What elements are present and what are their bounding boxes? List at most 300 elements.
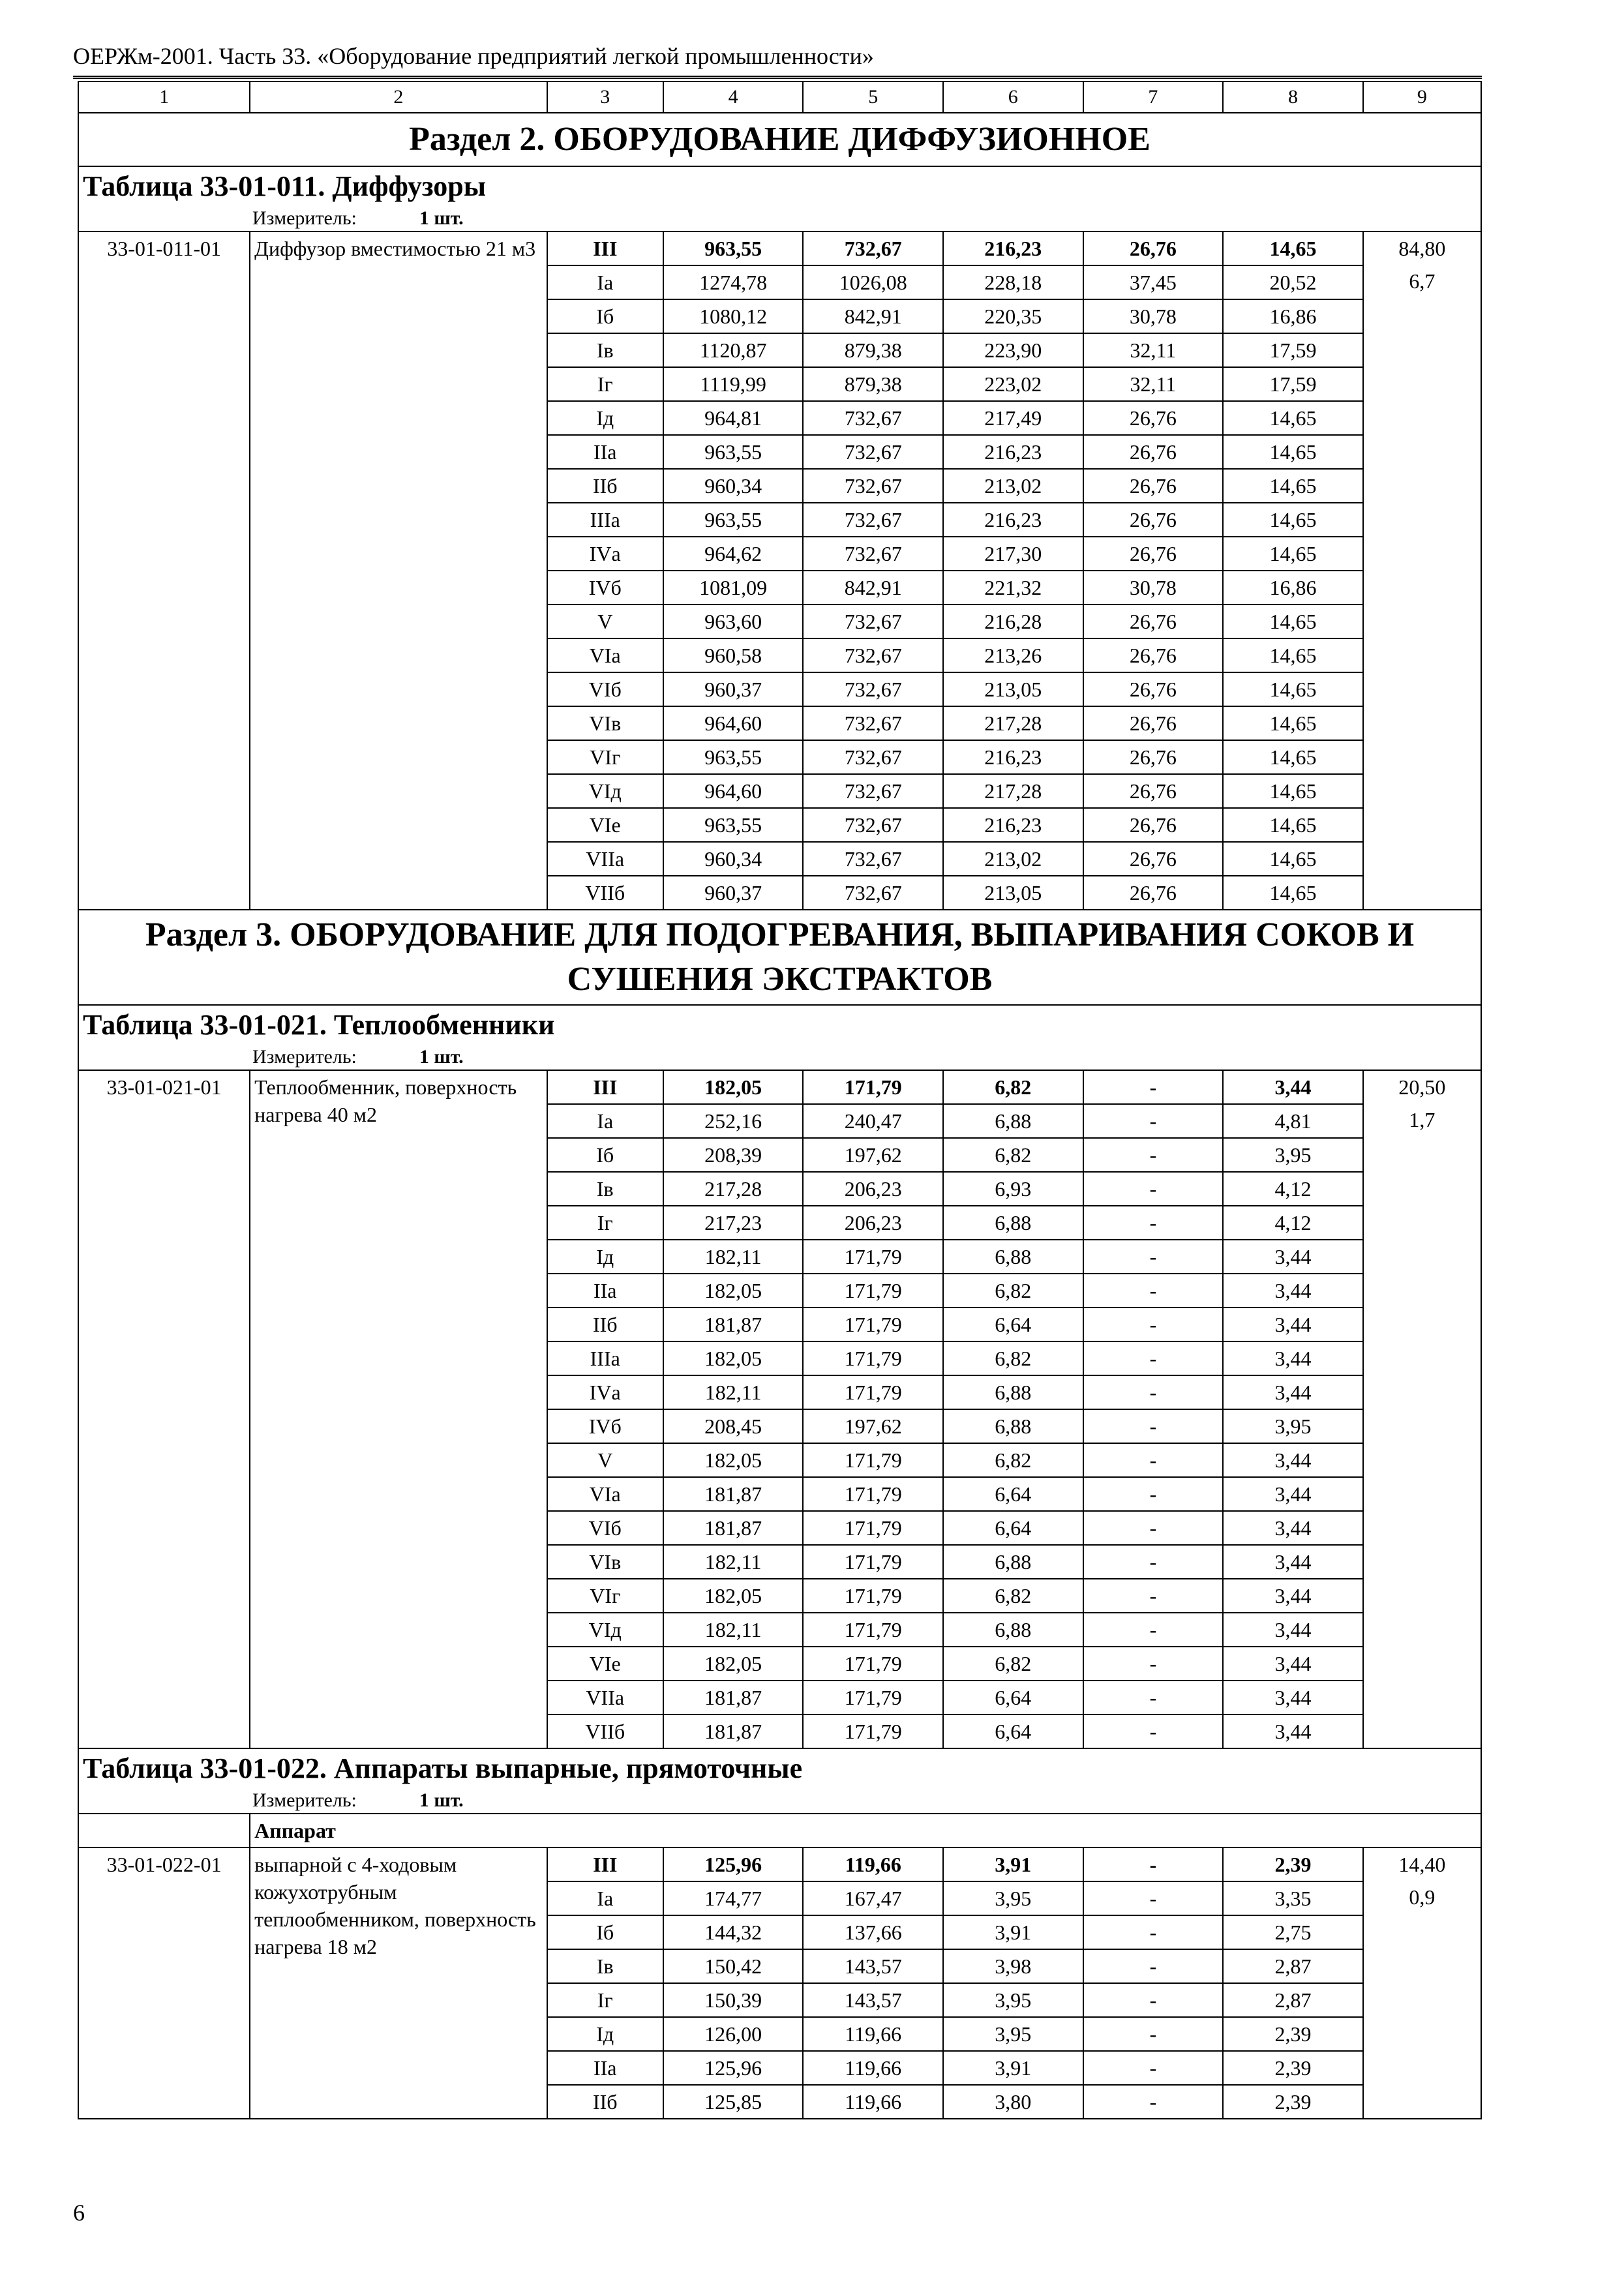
cell-col-6: 216,23	[943, 740, 1083, 774]
cell-col-5: 171,79	[803, 1477, 943, 1511]
cell-col-5: 206,23	[803, 1172, 943, 1206]
cell-col-5: 171,79	[803, 1647, 943, 1681]
cell-col-4: 1119,99	[663, 367, 804, 401]
cell-col-8: 20,52	[1223, 265, 1363, 299]
cell-col-5: 171,79	[803, 1274, 943, 1308]
cell-col-8: 3,44	[1223, 1240, 1363, 1274]
table-33-01-022-title: Таблица 33-01-022. Аппараты выпарные, прямоточные	[78, 1748, 1481, 1788]
cell-col-8: 3,44	[1223, 1341, 1363, 1375]
cell-col-8: 3,95	[1223, 1138, 1363, 1172]
cell-col-4: 182,11	[663, 1375, 804, 1409]
cell-col-7: -	[1083, 1613, 1224, 1647]
cell-col-5: 206,23	[803, 1206, 943, 1240]
cell-col-7: 26,76	[1083, 605, 1224, 638]
table-33-01-021-unit	[78, 1045, 1481, 1070]
cell-col-5: 732,67	[803, 503, 943, 537]
cell-col-4: 181,87	[663, 1714, 804, 1748]
cell-col-6: 6,82	[943, 1274, 1083, 1308]
cell-col-5: 879,38	[803, 367, 943, 401]
cell-col-6: 216,23	[943, 503, 1083, 537]
cell-col-7: 26,76	[1083, 503, 1224, 537]
cell-col-8: 17,59	[1223, 333, 1363, 367]
cell-col-8: 3,44	[1223, 1375, 1363, 1409]
cell-col-7: -	[1083, 1375, 1224, 1409]
cell-col-6: 6,88	[943, 1104, 1083, 1138]
cell-col-3: VIг	[547, 1579, 663, 1613]
section-3-title-row	[78, 910, 1481, 1005]
table-33-01-022-title-row	[78, 1748, 1481, 1788]
cell-col-7: 26,76	[1083, 774, 1224, 808]
cell-col-8: 4,12	[1223, 1206, 1363, 1240]
cell-col-5: 1026,08	[803, 265, 943, 299]
cell-col-6: 6,93	[943, 1172, 1083, 1206]
cell-col-8: 2,39	[1223, 2017, 1363, 2051]
cell-col-3: Iд	[547, 1240, 663, 1274]
cell-col-5: 171,79	[803, 1511, 943, 1545]
cell-col-3: IIб	[547, 1308, 663, 1341]
table-33-01-011-unit	[78, 206, 1481, 232]
cell-col-7: 32,11	[1083, 367, 1224, 401]
cell-col-4: 963,55	[663, 232, 804, 265]
cell-col-4: 182,05	[663, 1443, 804, 1477]
cell-col-8: 2,39	[1223, 2085, 1363, 2119]
cell-col-7: -	[1083, 1949, 1224, 1983]
table-row	[78, 1848, 1481, 1881]
cell-col-3: Iа	[547, 265, 663, 299]
cell-col-8: 17,59	[1223, 367, 1363, 401]
column-9-value: 6,7	[1409, 269, 1436, 293]
cell-col-5: 171,79	[803, 1579, 943, 1613]
cell-col-3: VIIб	[547, 1714, 663, 1748]
cell-col-4: 963,55	[663, 740, 804, 774]
cell-col-7: -	[1083, 1545, 1224, 1579]
cell-col-7: -	[1083, 1579, 1224, 1613]
cell-col-3: VIIб	[547, 876, 663, 910]
cell-col-5: 732,67	[803, 605, 943, 638]
cell-col-3: IIб	[547, 2085, 663, 2119]
column-number: 7	[1083, 82, 1224, 113]
blank-cell	[78, 1814, 250, 1848]
cell-col-3: VIв	[547, 1545, 663, 1579]
cell-col-3: Iд	[547, 2017, 663, 2051]
cell-col-5: 732,67	[803, 842, 943, 876]
cell-col-7: -	[1083, 2051, 1224, 2085]
cell-col-4: 1080,12	[663, 299, 804, 333]
cell-col-8: 14,65	[1223, 876, 1363, 910]
cell-col-6: 221,32	[943, 571, 1083, 605]
cell-col-5: 171,79	[803, 1714, 943, 1748]
norm-code: 33-01-011-01	[78, 232, 250, 910]
cell-col-4: 144,32	[663, 1915, 804, 1949]
table-33-01-011-title: Таблица 33-01-011. Диффузоры	[78, 166, 1481, 206]
cell-col-5: 197,62	[803, 1138, 943, 1172]
cell-col-8: 3,44	[1223, 1579, 1363, 1613]
cell-col-8: 14,65	[1223, 740, 1363, 774]
cell-col-3: VIе	[547, 808, 663, 842]
cell-col-8: 14,65	[1223, 638, 1363, 672]
cell-col-8: 3,44	[1223, 1070, 1363, 1104]
cell-col-5: 732,67	[803, 706, 943, 740]
cell-col-5: 732,67	[803, 401, 943, 435]
cell-col-7: 30,78	[1083, 571, 1224, 605]
column-number: 3	[547, 82, 663, 113]
cell-col-5: 143,57	[803, 1983, 943, 2017]
table-33-01-022-subheading: Аппарат	[250, 1814, 1481, 1848]
cell-col-3: Iв	[547, 333, 663, 367]
cell-col-6: 6,82	[943, 1443, 1083, 1477]
cell-col-7: -	[1083, 1409, 1224, 1443]
cell-col-7: -	[1083, 1240, 1224, 1274]
cell-col-7: 32,11	[1083, 333, 1224, 367]
cell-col-3: IIIа	[547, 503, 663, 537]
cell-col-4: 182,11	[663, 1240, 804, 1274]
cell-col-3: VIIа	[547, 842, 663, 876]
cell-col-7: -	[1083, 2085, 1224, 2119]
cell-col-8: 2,87	[1223, 1983, 1363, 2017]
cell-col-5: 842,91	[803, 571, 943, 605]
cell-col-6: 223,90	[943, 333, 1083, 367]
cell-col-6: 3,95	[943, 1983, 1083, 2017]
unit-label: Измеритель:	[252, 1046, 357, 1068]
cell-col-3: Iв	[547, 1949, 663, 1983]
column-number: 2	[250, 82, 547, 113]
cell-col-5: 171,79	[803, 1545, 943, 1579]
cell-col-3: V	[547, 1443, 663, 1477]
cell-col-8: 3,44	[1223, 1443, 1363, 1477]
cell-col-3: Iв	[547, 1172, 663, 1206]
cell-col-8: 2,87	[1223, 1949, 1363, 1983]
cell-col-7: 26,76	[1083, 638, 1224, 672]
cell-col-5: 119,66	[803, 2085, 943, 2119]
cell-col-6: 6,88	[943, 1206, 1083, 1240]
norm-name: выпарной с 4-ходовым кожухотрубным теплообменником, поверхность нагрева 18 м2	[250, 1848, 547, 2119]
cell-col-6: 6,88	[943, 1240, 1083, 1274]
cell-col-4: 960,58	[663, 638, 804, 672]
cell-col-8: 16,86	[1223, 299, 1363, 333]
cell-col-5: 171,79	[803, 1070, 943, 1104]
cell-col-3: IIа	[547, 435, 663, 469]
cell-col-3: IIIа	[547, 1341, 663, 1375]
cell-col-5: 119,66	[803, 2017, 943, 2051]
cell-col-5: 732,67	[803, 774, 943, 808]
cell-col-6: 216,23	[943, 435, 1083, 469]
cell-col-5: 143,57	[803, 1949, 943, 1983]
cell-col-7: 30,78	[1083, 299, 1224, 333]
cell-col-7: -	[1083, 1172, 1224, 1206]
cell-col-4: 125,96	[663, 2051, 804, 2085]
cell-col-3: III	[547, 232, 663, 265]
cell-col-7: -	[1083, 1681, 1224, 1714]
cell-col-4: 217,28	[663, 1172, 804, 1206]
cell-col-3: VIб	[547, 1511, 663, 1545]
cell-col-3: VIа	[547, 638, 663, 672]
cell-col-5: 732,67	[803, 672, 943, 706]
cell-col-4: 963,55	[663, 808, 804, 842]
cell-col-3: Iг	[547, 1983, 663, 2017]
page-header: ОЕРЖм-2001. Часть 33. «Оборудование предприятий легкой промышленности»	[73, 42, 1482, 79]
column-number: 1	[78, 82, 250, 113]
unit-value: 1 шт.	[419, 1789, 464, 1811]
cell-col-3: VIе	[547, 1647, 663, 1681]
cell-col-7: 26,76	[1083, 435, 1224, 469]
cell-col-6: 3,95	[943, 2017, 1083, 2051]
cell-col-8: 3,44	[1223, 1681, 1363, 1714]
cell-col-4: 960,34	[663, 469, 804, 503]
cell-col-5: 137,66	[803, 1915, 943, 1949]
cell-col-7: 26,76	[1083, 842, 1224, 876]
column-9-value: 1,7	[1409, 1108, 1436, 1131]
cell-col-8: 3,44	[1223, 1274, 1363, 1308]
cell-col-6: 216,23	[943, 232, 1083, 265]
cell-col-7: -	[1083, 1443, 1224, 1477]
cell-col-4: 208,39	[663, 1138, 804, 1172]
cell-col-5: 732,67	[803, 469, 943, 503]
cell-col-5: 171,79	[803, 1681, 943, 1714]
cell-col-7: -	[1083, 1881, 1224, 1915]
cell-col-8: 3,95	[1223, 1409, 1363, 1443]
cell-col-6: 217,28	[943, 706, 1083, 740]
cell-col-4: 963,55	[663, 435, 804, 469]
cell-col-6: 3,91	[943, 2051, 1083, 2085]
cell-col-8: 4,81	[1223, 1104, 1363, 1138]
cell-col-6: 6,88	[943, 1545, 1083, 1579]
cell-col-3: VIIа	[547, 1681, 663, 1714]
cell-col-3: VIд	[547, 1613, 663, 1647]
cell-col-3: Iб	[547, 1915, 663, 1949]
cell-col-7: -	[1083, 1308, 1224, 1341]
cell-col-7: -	[1083, 1341, 1224, 1375]
cell-col-7: -	[1083, 1714, 1224, 1748]
cell-col-4: 181,87	[663, 1308, 804, 1341]
cell-col-7: 37,45	[1083, 265, 1224, 299]
cell-col-7: -	[1083, 1511, 1224, 1545]
cell-col-3: III	[547, 1848, 663, 1881]
cell-col-6: 217,28	[943, 774, 1083, 808]
cell-col-3: Iб	[547, 1138, 663, 1172]
column-number: 8	[1223, 82, 1363, 113]
cell-col-4: 964,81	[663, 401, 804, 435]
cell-col-8: 3,35	[1223, 1881, 1363, 1915]
cell-col-5: 732,67	[803, 740, 943, 774]
cell-col-8: 4,12	[1223, 1172, 1363, 1206]
cell-col-4: 181,87	[663, 1681, 804, 1714]
cell-col-7: 26,76	[1083, 537, 1224, 571]
cell-col-7: 26,76	[1083, 706, 1224, 740]
cell-col-6: 216,28	[943, 605, 1083, 638]
cell-col-3: III	[547, 1070, 663, 1104]
cell-col-4: 252,16	[663, 1104, 804, 1138]
cell-col-6: 3,91	[943, 1915, 1083, 1949]
cell-col-5: 879,38	[803, 333, 943, 367]
cell-col-8: 14,65	[1223, 605, 1363, 638]
cell-col-5: 167,47	[803, 1881, 943, 1915]
section-3-title: Раздел 3. ОБОРУДОВАНИЕ ДЛЯ ПОДОГРЕВАНИЯ, ВЫПАРИВАНИЯ СОКОВ И СУШЕНИЯ ЭКСТРАКТОВ	[78, 910, 1481, 1005]
cell-col-7: 26,76	[1083, 876, 1224, 910]
cell-col-5: 171,79	[803, 1308, 943, 1341]
cell-col-3: V	[547, 605, 663, 638]
cell-col-4: 182,05	[663, 1341, 804, 1375]
cell-col-8: 3,44	[1223, 1477, 1363, 1511]
cell-col-3: Iг	[547, 1206, 663, 1240]
cell-col-3: IIб	[547, 469, 663, 503]
cell-col-8: 2,39	[1223, 2051, 1363, 2085]
cell-col-6: 6,82	[943, 1579, 1083, 1613]
cell-col-4: 182,05	[663, 1579, 804, 1613]
cell-col-3: IIа	[547, 1274, 663, 1308]
cell-col-6: 6,64	[943, 1308, 1083, 1341]
cell-col-4: 125,85	[663, 2085, 804, 2119]
cell-col-4: 182,05	[663, 1070, 804, 1104]
cell-col-8: 3,44	[1223, 1308, 1363, 1341]
section-2-title-row	[78, 113, 1481, 166]
column-9-value: 84,80	[1398, 237, 1446, 260]
cell-col-6: 6,82	[943, 1138, 1083, 1172]
cell-col-5: 732,67	[803, 435, 943, 469]
cell-col-4: 182,11	[663, 1545, 804, 1579]
cell-col-7: -	[1083, 1104, 1224, 1138]
cell-col-6: 6,88	[943, 1375, 1083, 1409]
cell-col-6: 3,95	[943, 1881, 1083, 1915]
cell-col-6: 217,30	[943, 537, 1083, 571]
cell-col-3: Iд	[547, 401, 663, 435]
cell-col-5: 171,79	[803, 1375, 943, 1409]
cell-col-4: 182,05	[663, 1274, 804, 1308]
cell-col-8: 14,65	[1223, 706, 1363, 740]
cell-col-7: 26,76	[1083, 469, 1224, 503]
cell-col-3: IVб	[547, 571, 663, 605]
table-33-01-022-subheading-row	[78, 1814, 1481, 1848]
column-number: 4	[663, 82, 804, 113]
cell-col-8: 3,44	[1223, 1613, 1363, 1647]
column-number: 5	[803, 82, 943, 113]
cell-col-8: 3,44	[1223, 1545, 1363, 1579]
cell-col-6: 6,82	[943, 1070, 1083, 1104]
table-33-01-021-title-row	[78, 1005, 1481, 1045]
cell-col-4: 150,42	[663, 1949, 804, 1983]
norm-name: Теплообменник, поверхность нагрева 40 м2	[250, 1070, 547, 1748]
unit-value: 1 шт.	[419, 207, 464, 229]
cell-col-7: 26,76	[1083, 740, 1224, 774]
cell-col-3: VIд	[547, 774, 663, 808]
table-33-01-011-unit-row	[78, 206, 1481, 232]
cell-col-8: 16,86	[1223, 571, 1363, 605]
cell-col-7: -	[1083, 1206, 1224, 1240]
cell-col-7: 26,76	[1083, 401, 1224, 435]
cell-col-4: 964,62	[663, 537, 804, 571]
column-9	[1363, 1070, 1481, 1748]
table-row	[78, 232, 1481, 265]
cell-col-3: VIа	[547, 1477, 663, 1511]
cell-col-3: Iа	[547, 1104, 663, 1138]
cell-col-6: 3,98	[943, 1949, 1083, 1983]
cell-col-6: 6,64	[943, 1477, 1083, 1511]
norm-code: 33-01-022-01	[78, 1848, 250, 2119]
cell-col-6: 217,49	[943, 401, 1083, 435]
cell-col-5: 732,67	[803, 232, 943, 265]
cell-col-5: 732,67	[803, 638, 943, 672]
cell-col-4: 181,87	[663, 1511, 804, 1545]
unit-label: Измеритель:	[252, 207, 357, 229]
cell-col-8: 2,75	[1223, 1915, 1363, 1949]
cell-col-4: 964,60	[663, 774, 804, 808]
column-9-value: 20,50	[1398, 1075, 1446, 1099]
table-33-01-021-title: Таблица 33-01-021. Теплообменники	[78, 1005, 1481, 1045]
cell-col-4: 1120,87	[663, 333, 804, 367]
cell-col-4: 960,34	[663, 842, 804, 876]
column-number: 9	[1363, 82, 1481, 113]
cell-col-6: 220,35	[943, 299, 1083, 333]
cell-col-6: 6,64	[943, 1511, 1083, 1545]
table-33-01-022-unit-row	[78, 1788, 1481, 1814]
column-9	[1363, 1848, 1481, 2119]
cell-col-7: -	[1083, 1070, 1224, 1104]
cell-col-8: 14,65	[1223, 774, 1363, 808]
cell-col-5: 171,79	[803, 1240, 943, 1274]
cell-col-5: 119,66	[803, 1848, 943, 1881]
table-row	[78, 1070, 1481, 1104]
cell-col-8: 14,65	[1223, 435, 1363, 469]
cell-col-6: 6,82	[943, 1647, 1083, 1681]
table-33-01-022-unit	[78, 1788, 1481, 1814]
cell-col-8: 2,39	[1223, 1848, 1363, 1881]
column-number: 6	[943, 82, 1083, 113]
cell-col-5: 197,62	[803, 1409, 943, 1443]
table-33-01-021-unit-row	[78, 1045, 1481, 1070]
cell-col-7: -	[1083, 1983, 1224, 2017]
cell-col-5: 732,67	[803, 876, 943, 910]
cell-col-5: 240,47	[803, 1104, 943, 1138]
cell-col-4: 964,60	[663, 706, 804, 740]
norms-table	[78, 81, 1482, 2119]
cell-col-4: 182,11	[663, 1613, 804, 1647]
column-9-value: 0,9	[1409, 1885, 1436, 1909]
cell-col-5: 171,79	[803, 1613, 943, 1647]
cell-col-5: 842,91	[803, 299, 943, 333]
cell-col-4: 208,45	[663, 1409, 804, 1443]
norm-name: Диффузор вместимостью 21 м3	[250, 232, 547, 910]
column-numbers-row	[78, 82, 1481, 113]
cell-col-7: -	[1083, 1138, 1224, 1172]
cell-col-3: VIв	[547, 706, 663, 740]
cell-col-3: VIг	[547, 740, 663, 774]
section-2-title: Раздел 2. ОБОРУДОВАНИЕ ДИФФУЗИОННОЕ	[78, 113, 1481, 166]
cell-col-3: IIа	[547, 2051, 663, 2085]
column-9	[1363, 232, 1481, 910]
cell-col-5: 171,79	[803, 1443, 943, 1477]
cell-col-4: 126,00	[663, 2017, 804, 2051]
cell-col-4: 174,77	[663, 1881, 804, 1915]
table-33-01-011-title-row	[78, 166, 1481, 206]
cell-col-4: 125,96	[663, 1848, 804, 1881]
cell-col-4: 150,39	[663, 1983, 804, 2017]
cell-col-5: 171,79	[803, 1341, 943, 1375]
cell-col-3: Iб	[547, 299, 663, 333]
norm-code: 33-01-021-01	[78, 1070, 250, 1748]
cell-col-5: 732,67	[803, 808, 943, 842]
cell-col-6: 6,88	[943, 1613, 1083, 1647]
cell-col-8: 14,65	[1223, 503, 1363, 537]
cell-col-6: 213,02	[943, 842, 1083, 876]
cell-col-6: 223,02	[943, 367, 1083, 401]
cell-col-8: 3,44	[1223, 1511, 1363, 1545]
cell-col-6: 3,80	[943, 2085, 1083, 2119]
cell-col-3: Iг	[547, 367, 663, 401]
cell-col-8: 14,65	[1223, 842, 1363, 876]
cell-col-4: 963,55	[663, 503, 804, 537]
cell-col-6: 228,18	[943, 265, 1083, 299]
cell-col-4: 963,60	[663, 605, 804, 638]
cell-col-3: Iа	[547, 1881, 663, 1915]
